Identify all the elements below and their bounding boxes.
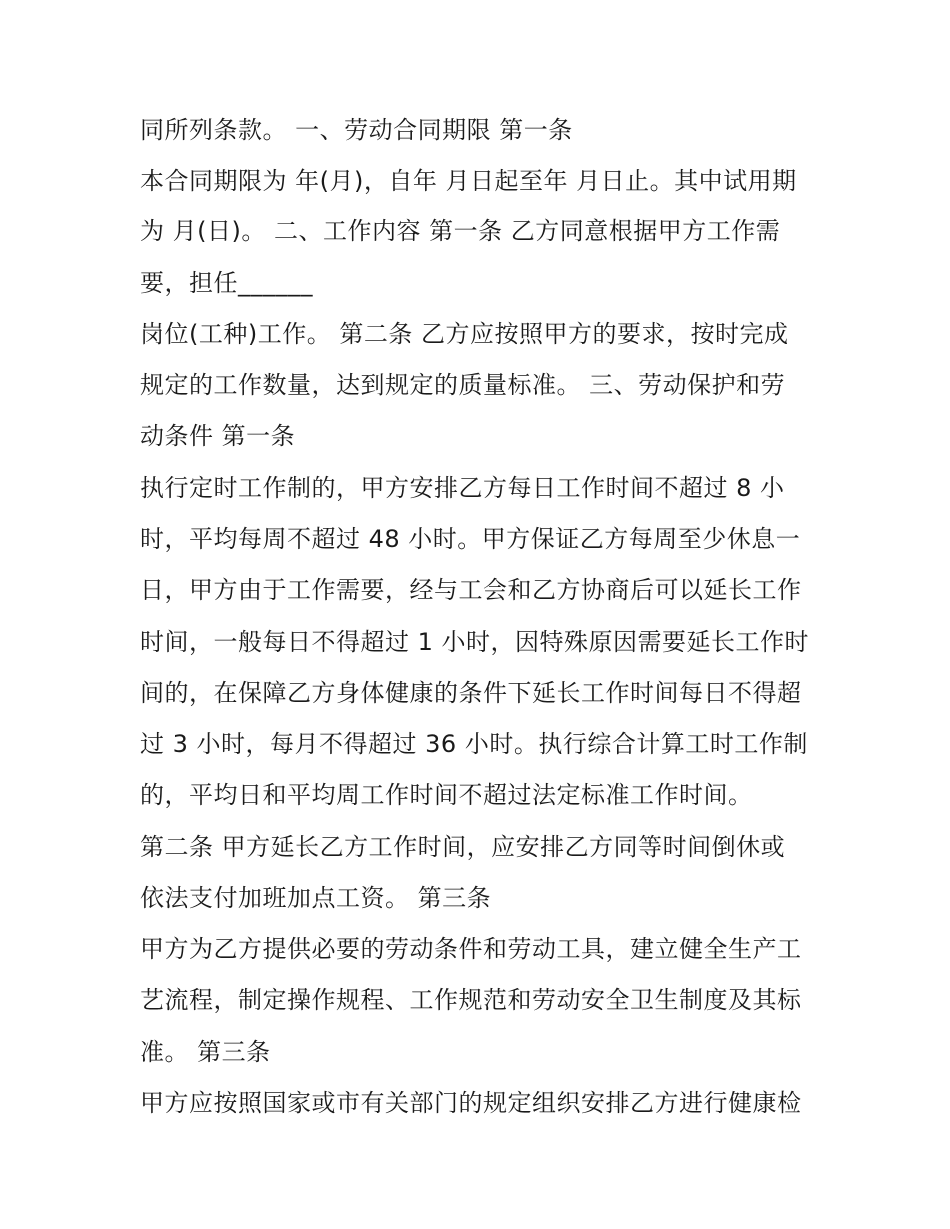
text-line: 的，平均日和平均周工作时间不超过法定标准工作时间。 xyxy=(140,781,753,809)
text-line: 第二条 甲方延长乙方工作时间，应安排乙方同等时间倒休或 xyxy=(140,833,786,861)
text-line: 同所列条款。 一、劳动合同期限 第一条 xyxy=(140,116,573,144)
text-line: 甲方应按照国家或市有关部门的规定组织安排乙方进行健康检 xyxy=(140,1089,802,1117)
text-line: 艺流程，制定操作规程、工作规范和劳动安全卫生制度及其标 xyxy=(140,986,802,1014)
text-line: 依法支付加班加点工资。 第三条 xyxy=(140,884,492,912)
text-line: 动条件 第一条 xyxy=(140,422,296,450)
text-line: 规定的工作数量，达到规定的质量标准。 三、劳动保护和劳 xyxy=(140,371,786,399)
text-line: 为 月(日)。 二、工作内容 第一条 乙方同意根据甲方工作需 xyxy=(140,217,781,245)
text-line: 间的，在保障乙方身体健康的条件下延长工作时间每日不得超 xyxy=(140,679,802,707)
text-line: 岗位(工种)工作。 第二条 乙方应按照甲方的要求，按时完成 xyxy=(140,320,789,348)
text-line: 过 3 小时，每月不得超过 36 小时。执行综合计算工时工作制 xyxy=(140,730,808,758)
text-line: 时，平均每周不超过 48 小时。甲方保证乙方每周至少休息一 xyxy=(140,525,801,553)
text-line: 甲方为乙方提供必要的劳动条件和劳动工具，建立健全生产工 xyxy=(140,935,802,963)
text-line: 本合同期限为 年(月)，自年 月日起至年 月日止。其中试用期 xyxy=(140,167,797,195)
text-line: 要，担任______ xyxy=(140,269,313,297)
text-line: 执行定时工作制的，甲方安排乙方每日工作时间不超过 8 小 xyxy=(140,474,785,502)
text-line: 准。 第三条 xyxy=(140,1038,271,1066)
text-line: 时间，一般每日不得超过 1 小时，因特殊原因需要延长工作时 xyxy=(140,628,810,656)
text-line: 日，甲方由于工作需要，经与工会和乙方协商后可以延长工作 xyxy=(140,576,802,604)
